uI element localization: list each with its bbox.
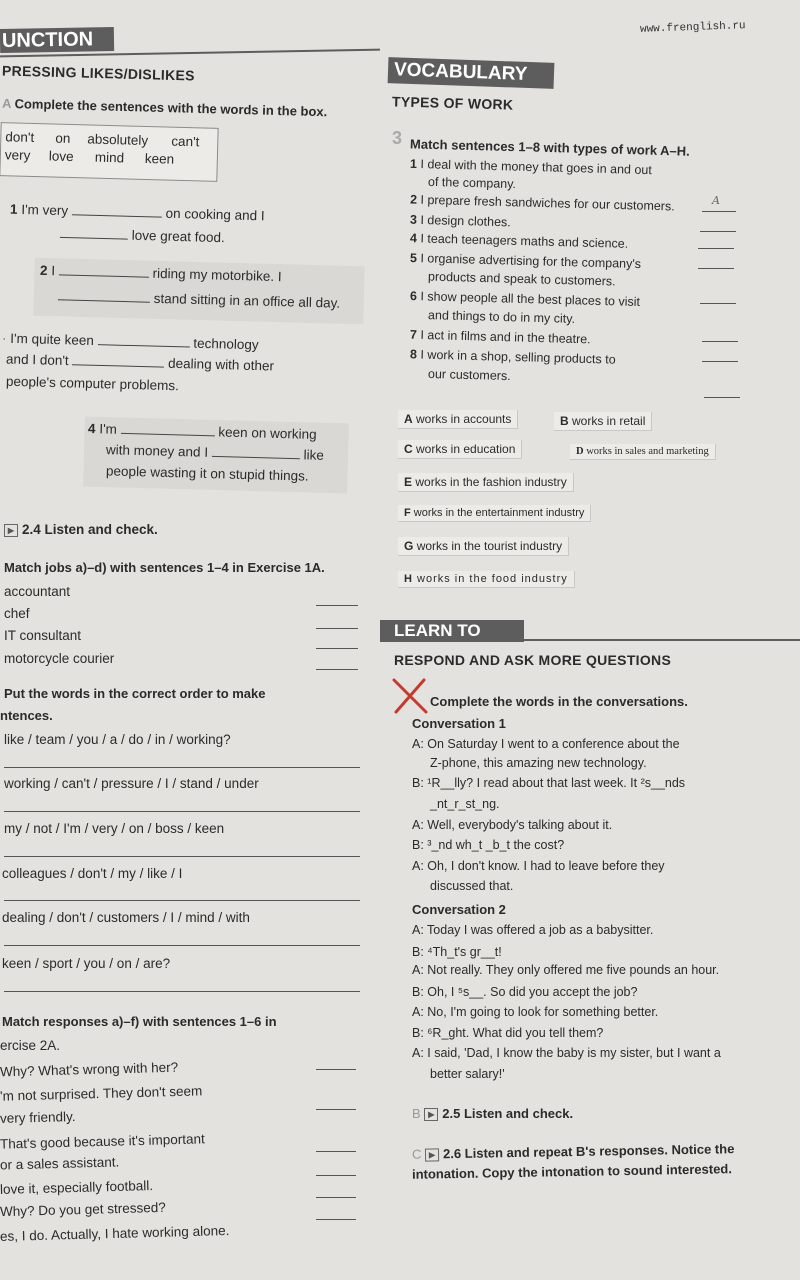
job-item: motorcycle courier (4, 651, 115, 666)
conv2-line: A: I said, 'Dad, I know the baby is my sister, but I want a (412, 1046, 721, 1060)
word-box-item: very (4, 147, 31, 163)
type-e: E works in the fashion industry (398, 473, 574, 492)
ex3-sentence-6-line2: and things to do in my city. (427, 308, 576, 326)
ex3-instruction: Match sentences 1–8 with types of work A–H. (409, 136, 690, 159)
order-instruction: Put the words in the correct order to make (4, 686, 266, 701)
function-subtitle: PRESSING LIKES/DISLIKES (1, 62, 196, 84)
answer-blank[interactable] (316, 1150, 356, 1152)
word-box-item: mind (94, 149, 125, 166)
cross-mark-icon (390, 676, 430, 716)
response-item: es, I do. Actually, I hate working alone. (0, 1223, 230, 1244)
order-item: my / not / I'm / very / on / boss / keen (4, 821, 225, 836)
answer-line[interactable] (4, 766, 360, 768)
audio-icon[interactable]: ▶ (424, 1108, 438, 1121)
ex3-sentence-6: 6 I show people all the best places to visit (409, 288, 641, 310)
ex1-sentence-3: · I'm quite keen technology (1, 330, 259, 353)
item-number: 1 (9, 201, 18, 217)
listen-check-1[interactable] (4, 522, 158, 537)
response-item: or a sales assistant. (0, 1154, 120, 1173)
ex3-sentence-7: 7 I act in films and in the theatre. (409, 327, 591, 347)
answer-blank[interactable] (316, 604, 358, 606)
sentence-text: with money and I (105, 442, 209, 460)
ex3-sentence-1: 1 I deal with the money that goes in and out (409, 156, 652, 178)
responses-instruction: Match responses a)–f) with sentences 1–6 in (2, 1014, 277, 1029)
ex1-sentence-3-line2 (6, 351, 274, 373)
response-item: Why? What's wrong with her? (0, 1059, 179, 1080)
listen-repeat-line2: intonation. Copy the intonation to sound interested. (411, 1161, 733, 1182)
listen-repeat[interactable] (412, 1141, 735, 1162)
sentence-text: on cooking and I (165, 205, 265, 224)
conv1-title: Conversation 1 (412, 716, 506, 731)
conv1-line: A: On Saturday I went to a conference about the (412, 737, 680, 751)
order-item: like / team / you / a / do / in / working? (4, 732, 231, 747)
exercise-label: C (411, 1146, 422, 1162)
answer-line[interactable] (4, 855, 360, 857)
sentence-text: like (303, 447, 325, 463)
response-item: Why? Do you get stressed? (0, 1199, 167, 1220)
blank-field[interactable] (59, 263, 149, 277)
word-box-item: can't (171, 133, 200, 150)
sentence-text: I'm quite keen (10, 330, 95, 349)
blank-field[interactable] (212, 445, 300, 459)
listen-text: 2.5 Listen and check. (442, 1106, 574, 1121)
learn-to-heading: LEARN TO (380, 620, 524, 642)
type-b: B works in retail (554, 412, 652, 431)
answer-blank[interactable] (702, 360, 738, 362)
ex3-sentence-8: 8 I work in a shop, selling products to (409, 347, 616, 367)
blank-field[interactable] (121, 422, 215, 436)
answer-blank[interactable] (316, 668, 358, 670)
answer-blank[interactable] (698, 267, 734, 269)
sentence-text: dealing with other (167, 355, 275, 374)
order-item: working / can't / pressure / I / stand / under (4, 776, 259, 791)
respond-title: RESPOND AND ASK MORE QUESTIONS (394, 652, 672, 668)
conv2-line: A: No, I'm going to look for something better. (412, 1005, 659, 1019)
conv2-line: better salary!' (430, 1067, 505, 1081)
vocabulary-heading: VOCABULARY (388, 57, 555, 89)
conv2-line: B: ⁴Th_t's gr__t! (412, 945, 502, 959)
response-item: love it, especially football. (0, 1177, 154, 1198)
word-box (0, 122, 219, 182)
answer-blank[interactable] (700, 230, 736, 232)
answer-blank[interactable] (316, 1108, 356, 1110)
blank-field[interactable] (72, 203, 162, 217)
conv1-line: A: Well, everybody's talking about it. (412, 818, 613, 832)
item-number: 4 (87, 421, 96, 437)
blank-field[interactable] (72, 353, 164, 367)
word-box-item: don't (5, 129, 35, 146)
type-g: G works in the tourist industry (398, 537, 569, 556)
answer-line[interactable] (4, 810, 360, 812)
sentence-text: and I don't (5, 351, 69, 369)
job-item: IT consultant (4, 628, 82, 643)
ex1-sentence-3-line3 (6, 374, 179, 394)
answer-blank[interactable] (698, 247, 734, 249)
vocabulary-subtitle: TYPES OF WORK (391, 93, 514, 113)
listen-check-2[interactable] (412, 1106, 573, 1121)
ex3-sentence-5-line2: products and speak to customers. (427, 269, 616, 289)
type-d: D works in sales and marketing (570, 444, 716, 460)
answer-blank[interactable] (316, 627, 358, 629)
exercise-label: B (412, 1106, 421, 1121)
ex1-marker: A (1, 95, 15, 112)
word-box-item: keen (144, 150, 175, 167)
answer-blank[interactable] (316, 647, 358, 649)
response-item: very friendly. (0, 1109, 76, 1126)
audio-icon[interactable]: ▶ (4, 524, 18, 537)
type-c: C works in education (398, 440, 522, 459)
conv2-line: A: Today I was offered a job as a babysitter. (412, 923, 654, 937)
ex3-sentence-1-line2: of the company. (427, 174, 517, 192)
item-number: 2 (39, 262, 48, 279)
sentence-text: riding my motorbike. I (152, 265, 282, 285)
match-jobs-instruction: Match jobs a)–d) with sentences 1–4 in Exercise 1A. (4, 560, 325, 575)
blank-field[interactable] (60, 226, 128, 240)
order-item: dealing / don't / customers / I / mind / with (2, 910, 250, 925)
type-h: H works in the food industry (398, 571, 575, 588)
response-item: That's good because it's important (0, 1131, 205, 1152)
answer-blank[interactable] (700, 302, 736, 304)
conv1-line: _nt_r_st_ng. (430, 797, 500, 811)
order-instruction-2: ntences. (0, 708, 53, 723)
responses-instruction-2: ercise 2A. (0, 1038, 61, 1053)
response-item: 'm not surprised. They don't seem (0, 1083, 203, 1104)
word-box-item: absolutely (87, 131, 149, 149)
sentence-text: love great food. (131, 227, 226, 246)
job-item: accountant (4, 584, 71, 599)
word-box-item: love (48, 148, 74, 165)
conv2-line: A: Not really. They only offered me five pounds an hour. (412, 963, 720, 977)
conv1-line: Z-phone, this amazing new technology. (430, 756, 647, 770)
sentence-text: people wasting it on stupid things. (105, 463, 309, 484)
ex3-number: 3 (392, 128, 403, 148)
word-box-item: on (55, 130, 71, 146)
answer-blank[interactable] (704, 396, 740, 398)
answer-line[interactable] (4, 899, 360, 901)
blank-field[interactable] (98, 333, 190, 347)
conv1-line: B: ³_nd wh_t _b_t the cost? (412, 838, 565, 852)
listen-text: 2.6 Listen and repeat B's responses. Notice the (442, 1141, 735, 1162)
sentence-text: I'm very (21, 201, 69, 219)
audio-icon[interactable]: ▶ (425, 1148, 439, 1161)
type-f: F works in the entertainment industry (398, 505, 591, 522)
ex3-sentence-5: 5 I organise advertising for the company's (409, 250, 642, 272)
order-item: keen / sport / you / on / are? (2, 956, 171, 971)
conv2-line: B: Oh, I ⁵s__. So did you accept the job? (412, 985, 638, 999)
type-a: A works in accounts (398, 410, 518, 429)
ex1-instruction (2, 96, 328, 120)
answer-blank[interactable] (316, 1174, 356, 1176)
ex3-sentence-3: 3 I design clothes. (409, 212, 511, 230)
answer-line[interactable] (4, 944, 360, 946)
sentence-text: I (51, 263, 56, 279)
conv1-line: B: ¹R__lly? I read about that last week. It ²s__nds (412, 776, 686, 790)
sentence-text: I'm (99, 421, 118, 437)
conv2-title: Conversation 2 (412, 902, 506, 917)
conv1-line: discussed that. (430, 879, 514, 893)
page-url: www.frenglish.ru (639, 20, 746, 36)
answer-blank[interactable] (316, 1218, 356, 1220)
ex1-instruction-text: Complete the sentences with the words in the box. (14, 96, 328, 120)
answer-blank[interactable] (702, 210, 736, 212)
sentence-text: people's computer problems. (5, 373, 180, 394)
order-item: colleagues / don't / my / like / I (2, 866, 183, 881)
answer-line[interactable] (4, 990, 360, 992)
ex3-sentence-4: 4 I teach teenagers maths and science. (409, 231, 629, 251)
answer-blank[interactable] (702, 340, 738, 342)
ex3-sentence-2: 2 I prepare fresh sandwiches for our customers. (409, 192, 675, 214)
blank-field[interactable] (58, 288, 150, 302)
conv-instruction: Complete the words in the conversations. (430, 694, 688, 709)
function-heading: UNCTION (0, 27, 114, 53)
conv2-line: B: ⁶R_ght. What did you tell them? (412, 1026, 604, 1040)
ex1-sentence-1-line2 (60, 226, 225, 245)
ex1-sentence-1 (10, 202, 265, 224)
job-item: chef (4, 606, 30, 621)
ex3-sentence-8-line2: our customers. (427, 366, 511, 384)
listen-text: 2.4 Listen and check. (22, 522, 158, 537)
answer-blank[interactable] (316, 1196, 356, 1198)
conv1-line: A: Oh, I don't know. I had to leave before they (412, 859, 665, 873)
sentence-text: technology (193, 335, 259, 353)
handwritten-answer: A (712, 194, 720, 207)
sentence-text: stand sitting in an office all day. (153, 290, 341, 311)
answer-blank[interactable] (316, 1068, 356, 1070)
sentence-text: keen on working (218, 424, 317, 442)
